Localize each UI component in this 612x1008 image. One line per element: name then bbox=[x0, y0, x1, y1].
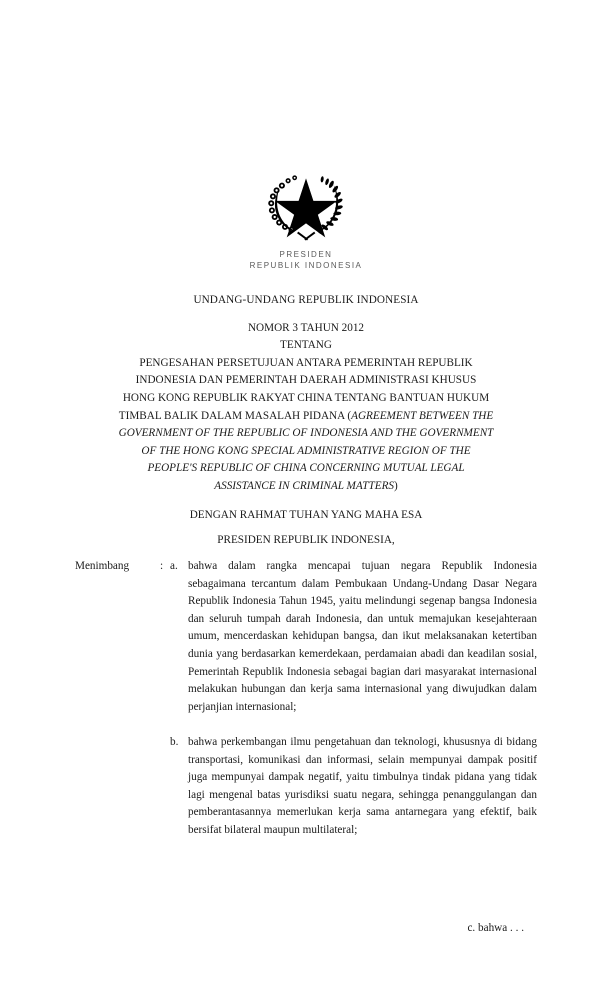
considering-item-a bbox=[75, 558, 537, 716]
emblem-block bbox=[0, 168, 612, 271]
preamble-president: PRESIDEN REPUBLIK INDONESIA, bbox=[217, 534, 395, 546]
page-catchword: c. bahwa . . . bbox=[467, 922, 524, 934]
title-line-subject-4 bbox=[76, 408, 536, 426]
title-line-number: NOMOR 3 TAHUN 2012 bbox=[247, 321, 365, 334]
clause-text-b: bahwa perkembangan ilmu pengetahuan dan teknologi, khususnya di bidang transportasi, komunikasi dan informasi, selain mempunyai dampak positif juga mempunyai dampak negatif, yaitu timbulnya tindak pidana yang tidak lagi mengenal batas yurisdiksi suatu negara, sehingga penanggulangan dan pemberantasannya memerlukan kerja sama antarnegara yang efektif, baik bersifat bilateral maupun multilateral; bbox=[188, 735, 537, 836]
title-english-line-4: PEOPLE'S REPUBLIC OF CHINA CONCERNING MUTUAL LEGAL bbox=[147, 462, 465, 475]
title-closing-paren: ) bbox=[394, 479, 398, 492]
clause-marker-b: b. bbox=[170, 735, 179, 748]
clause-body-b bbox=[188, 734, 537, 840]
title-spacer bbox=[76, 310, 536, 320]
considering-item-b bbox=[75, 734, 537, 840]
indonesia-presidential-seal-icon bbox=[262, 168, 350, 242]
title-line-subject-3: HONG KONG REPUBLIK RAKYAT CHINA TENTANG BANTUAN HUKUM bbox=[122, 391, 490, 404]
title-english-line-2: GOVERNMENT OF THE REPUBLIC OF INDONESIA AND THE GOVERNMENT bbox=[118, 427, 494, 440]
title-english-line-5 bbox=[76, 478, 536, 496]
title-indonesian-tail: TIMBAL BALIK DALAM MASALAH PIDANA ( bbox=[118, 409, 352, 422]
title-line-subject-1: PENGESAHAN PERSETUJUAN ANTARA PEMERINTAH REPUBLIK bbox=[139, 356, 473, 369]
emblem-caption-line-2: REPUBLIK INDONESIA bbox=[249, 260, 363, 270]
clause-marker-a: a. bbox=[170, 560, 178, 572]
title-english-line-1: AGREEMENT BETWEEN THE bbox=[351, 409, 494, 422]
considering-label: Menimbang bbox=[75, 560, 130, 572]
emblem-caption bbox=[0, 250, 612, 271]
title-line-about: TENTANG bbox=[280, 339, 332, 352]
title-english-line-3: OF THE HONG KONG SPECIAL ADMINISTRATIVE REGION OF THE bbox=[141, 444, 471, 457]
clause-body-a bbox=[188, 558, 537, 716]
considering-colon: : bbox=[160, 560, 164, 572]
considering-section bbox=[75, 558, 537, 840]
title-line-law-type: UNDANG-UNDANG REPUBLIK INDONESIA bbox=[193, 294, 419, 306]
title-english-tail: ASSISTANCE IN CRIMINAL MATTERS bbox=[214, 479, 394, 492]
title-line-subject-2: INDONESIA DAN PEMERINTAH DAERAH ADMINISTRASI KHUSUS bbox=[135, 374, 477, 387]
preamble-blessing: DENGAN RAHMAT TUHAN YANG MAHA ESA bbox=[189, 509, 423, 521]
emblem-caption-line-1: PRESIDEN bbox=[279, 250, 333, 259]
document-title-block bbox=[76, 292, 536, 496]
clause-text-a: bahwa dalam rangka mencapai tujuan negara Republik Indonesia sebagaimana tercantum dalam Pembukaan Undang-Undang Dasar Negara Republik Indonesia Tahun 1945, yaitu melindungi segenap bangsa Indonesia dan seluruh tumpah darah Indonesia, dan untuk memajukan kesejahteraan umum, mencerdaskan kehidupan bangsa, dan ikut melaksanakan ketertiban dunia yang berdasarkan kemerdekaan, perdamaian abadi dan keadilan sosial, Pemerintah Republik Indonesia sebagai bagian dari masyarakat internasional melakukan hubungan dan kerja sama internasional yang diwujudkan dalam perjanjian internasional; bbox=[188, 560, 537, 713]
preamble-block bbox=[76, 503, 536, 553]
